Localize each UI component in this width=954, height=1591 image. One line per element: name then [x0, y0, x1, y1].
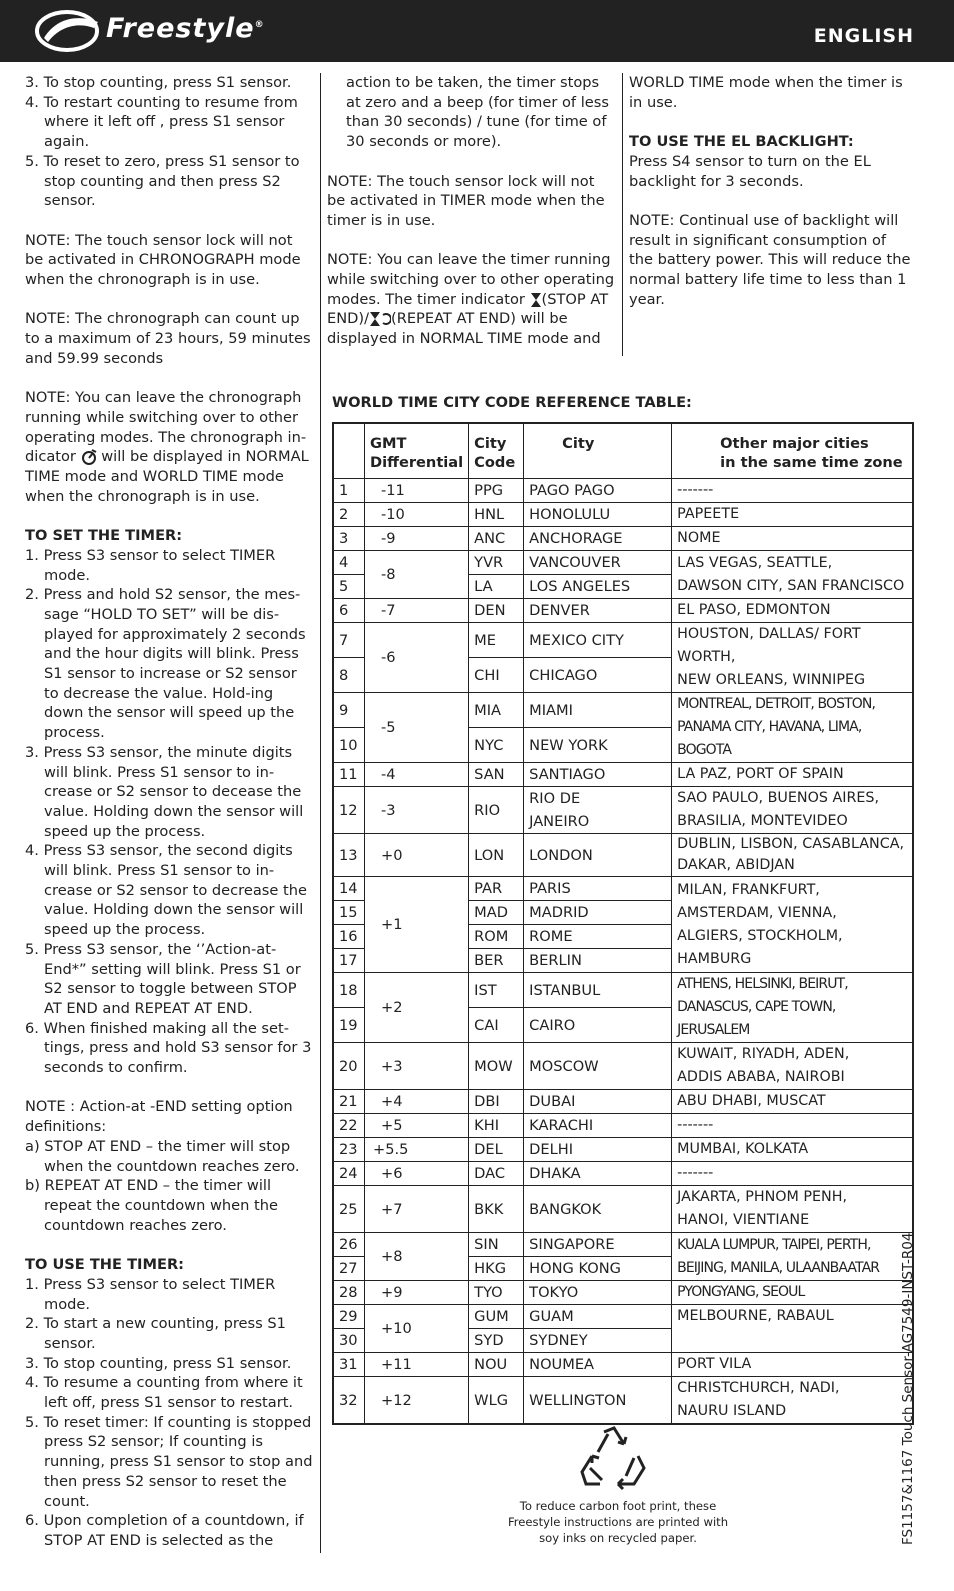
header-gmt: GMT Differential	[365, 423, 469, 479]
column-divider	[320, 73, 321, 1553]
table-row: 9 -5 MIA MIAMI MONTREAL, DETROIT, BOSTON, PANAMA CITY, HAVANA, LIMA, BOGOTA	[333, 693, 913, 728]
hourglass-repeat-icon	[369, 311, 391, 327]
backlight-text: Press S4 sensor to turn on the EL backlight for 3 seconds.	[629, 152, 871, 190]
table-row: 31 +11 NOU NOUMEA PORT VILA	[333, 1353, 913, 1377]
use-timer-step: 3. To stop counting, press S1 sensor.	[25, 1354, 292, 1372]
table-row: 26 +8 SIN SINGAPORE KUALA LUMPUR, TAIPEI, PERTH, BEIJING, MANILA, ULAANBAATAR	[333, 1233, 913, 1257]
table-row: 14 +1 PAR PARIS MILAN, FRANKFURT, AMSTERDAM, VIENNA, ALGIERS, STOCKHOLM, HAMBURG	[333, 877, 913, 901]
set-timer-step: 6. When finished making all the set-tings, press and hold S3 sensor for 3 seconds to confirm.	[25, 1019, 312, 1077]
world-time-continuation: WORLD TIME mode when the timer is in use.	[629, 74, 903, 111]
set-timer-step: 4. Press S3 sensor, the second digits will blink. Press S1 sensor to in-crease or S2 sensor to decrease the value. Holding down the sensor will speed up the process.	[25, 842, 307, 939]
set-timer-step: 5. Press S3 sensor, the ‘’Action-at-End*” setting will blink. Press S1 or S2 sensor to toggle between STOP AT END and REPEAT AT END.	[25, 940, 301, 1017]
header-city: City	[524, 423, 672, 479]
table-row: 10 NYC NEW YORK	[333, 728, 913, 763]
city-code-table	[332, 422, 914, 1425]
brand-name: Freestyle®	[106, 13, 265, 44]
table-row: 18 +2 IST ISTANBUL ATHENS, HELSINKI, BEIRUT, DANASCUS, CAPE TOWN, JERUSALEM	[333, 973, 913, 1008]
table-row: 3 -9 ANC ANCHORAGE NOME	[333, 527, 913, 551]
table-row: 25 +7 BKK BANGKOK JAKARTA, PHNOM PENH, HANOI, VIENTIANE	[333, 1186, 913, 1233]
note-timer-running: NOTE: You can leave the timer running while switching over to other operating modes. The timer indicator (STOP AT END)/ (REPEAT AT END) will be displayed in NORMAL TIME mode and	[327, 251, 615, 348]
table-row: 30 SYD SYDNEY	[333, 1329, 913, 1353]
use-timer-heading: TO USE THE TIMER:	[25, 1256, 185, 1274]
chronograph-indicator-icon	[81, 449, 97, 465]
table-row: 27 HKG HONG KONG	[333, 1257, 913, 1281]
set-timer-heading: TO SET THE TIMER:	[25, 527, 183, 545]
freestyle-logo-icon	[34, 8, 104, 54]
hourglass-icon	[530, 292, 542, 308]
set-timer-step: 3. Press S3 sensor, the minute digits will blink. Press S1 sensor to in-crease or S2 sensor to decease the value. Holding down the sensor will speed up the process.	[25, 743, 304, 840]
note-backlight: NOTE: Continual use of backlight will result in significant consumption of the battery power. This will reduce the normal battery life time to less than 1 year.	[629, 211, 911, 308]
table-row: 2 -10 HNL HONOLULU PAPEETE	[333, 503, 913, 527]
use-timer-step: 4. To resume a counting from where it left off, press S1 sensor to restart.	[25, 1374, 303, 1412]
document-code: FS1157&1167 Touch Sensor-AG7549-INST-R04	[900, 1232, 916, 1545]
column-2	[327, 73, 617, 349]
table-row: 24 +6 DAC DHAKA -------	[333, 1162, 913, 1186]
column-divider	[622, 73, 623, 356]
table-row: 21 +4 DBI DUBAI ABU DHABI, MUSCAT	[333, 1090, 913, 1114]
recycle-note: To reduce carbon foot print, these Freestyle instructions are printed with soy inks on recycled paper.	[507, 1499, 729, 1545]
note-running: NOTE: You can leave the chronograph running while switching over to other operating modes. The chronograph in-dicator will be displayed in NORMAL TIME mode and WORLD TIME mode when the chronograph is in use.	[25, 389, 309, 505]
action-definition: a) STOP AT END – the timer will stop when the countdown reaches zero.	[25, 1137, 300, 1175]
table-row: 22 +5 KHI KARACHI -------	[333, 1114, 913, 1138]
table-row: 17 BER BERLIN	[333, 949, 913, 973]
header-number	[333, 423, 365, 479]
timer-continuation: action to be taken, the timer stops at zero and a beep (for timer of less than 30 seconds) / tune (for time of 30 seconds or more).	[346, 74, 609, 151]
table-row: 20 +3 MOW MOSCOW KUWAIT, RIYADH, ADEN, ADDIS ABABA, NAIROBI	[333, 1043, 913, 1090]
use-timer-step: 2. To start a new counting, press S1 sensor.	[25, 1315, 286, 1352]
table-title: WORLD TIME CITY CODE REFERENCE TABLE:	[332, 394, 692, 411]
header-bar	[0, 0, 954, 62]
table-row: 16 ROM ROME	[333, 925, 913, 949]
chrono-step: 5. To reset to zero, press S1 sensor to stop counting and then press S2 sensor.	[25, 152, 300, 210]
chrono-step: 4. To restart counting to resume from where it left off , press S1 sensor again.	[25, 93, 298, 151]
language-label: ENGLISH	[813, 25, 914, 47]
set-timer-step: 2. Press and hold S2 sensor, the mes-sage “HOLD TO SET” will be dis-played for approximately 2 seconds and the hour digits will blink. Press S1 sensor to increase or S2 sensor to decrease the value. Hold-ing down the sensor will speed up the process.	[25, 586, 306, 742]
table-row: 28 +9 TYO TOKYO PYONGYANG, SEOUL	[333, 1281, 913, 1305]
table-row: 8 CHI CHICAGO	[333, 658, 913, 693]
use-timer-step: 5. To reset timer: If counting is stopped press S2 sensor; If counting is running, press S1 sensor to stop and then press S2 sensor to reset the count.	[25, 1413, 313, 1510]
table-row: 6 -7 DEN DENVER EL PASO, EDMONTON	[333, 599, 913, 623]
table-row: 19 CAI CAIRO	[333, 1008, 913, 1043]
table-row: 7 -6 ME MEXICO CITY HOUSTON, DALLAS/ FORT WORTH, NEW ORLEANS, WINNIPEG	[333, 623, 913, 658]
column-1	[25, 73, 315, 1551]
action-definition: b) REPEAT AT END – the timer will repeat the countdown when the countdown reaches zero.	[25, 1177, 278, 1234]
use-timer-step: 1. Press S3 sensor to select TIMER mode.	[25, 1275, 276, 1313]
table-row: 32 +12 WLG WELLINGTON CHRISTCHURCH, NADI, NAURU ISLAND	[333, 1377, 913, 1425]
chrono-step: 3. To stop counting, press S1 sensor.	[25, 74, 292, 91]
column-3	[629, 73, 914, 309]
table-row: 23 +5.5 DEL DELHI MUMBAI, KOLKATA	[333, 1138, 913, 1162]
note-lock: NOTE: The touch sensor lock will not be activated in CHRONOGRAPH mode when the chronograph is in use.	[25, 231, 301, 289]
table-row: 15 MAD MADRID	[333, 901, 913, 925]
table-row: 13 +0 LON LONDON DUBLIN, LISBON, CASABLANCA, DAKAR, ABIDJAN	[333, 834, 913, 877]
table-row: 12 -3 RIO RIO DE JANEIRO SAO PAULO, BUENOS AIRES, BRASILIA, MONTEVIDEO	[333, 787, 913, 834]
note-timer-lock: NOTE: The touch sensor lock will not be activated in TIMER mode when the timer is in use.	[327, 172, 605, 229]
note-action: NOTE : Action-at -END setting option definitions:	[25, 1098, 293, 1136]
table-row: 5 LA LOS ANGELES	[333, 575, 913, 599]
table-row: 1 -11 PPG PAGO PAGO -------	[333, 479, 913, 503]
set-timer-step: 1. Press S3 sensor to select TIMER mode.	[25, 546, 276, 584]
header-code: City Code	[469, 423, 524, 479]
note-max: NOTE: The chronograph can count up to a maximum of 23 hours, 59 minutes and 59.99 seconds	[25, 310, 311, 367]
table-header-row	[333, 423, 913, 479]
backlight-heading: TO USE THE EL BACKLIGHT:	[629, 133, 854, 151]
header-other-cities: Other major cities in the same time zone	[672, 423, 913, 479]
table-row: 4 -8 YVR VANCOUVER LAS VEGAS, SEATTLE, DAWSON CITY, SAN FRANCISCO	[333, 551, 913, 575]
use-timer-step: 6. Upon completion of a countdown, if STOP AT END is selected as the	[25, 1512, 304, 1549]
table-row: 11 -4 SAN SANTIAGO LA PAZ, PORT OF SPAIN	[333, 763, 913, 787]
table-row: 29 +10 GUM GUAM MELBOURNE, RABAUL	[333, 1305, 913, 1329]
recycle-icon	[578, 1424, 650, 1492]
